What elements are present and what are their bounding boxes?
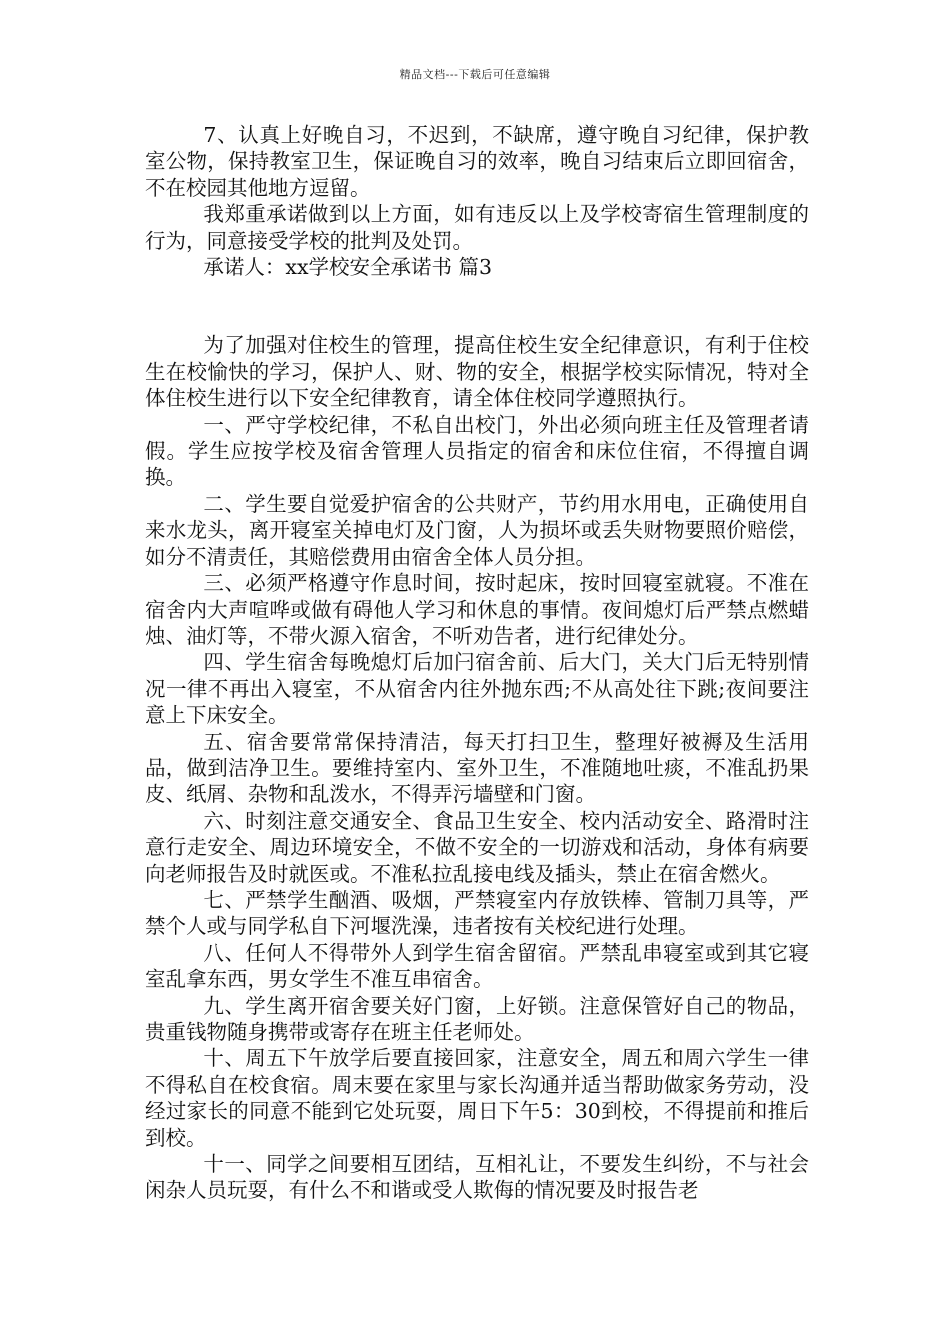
paragraph: 我郑重承诺做到以上方面，如有违反以上及学校寄宿生管理制度的行为，同意接受学校的批判及处罚。 (145, 202, 809, 253)
paragraph: 八、任何人不得带外人到学生宿舍留宿。严禁乱串寝室或到其它寝室乱拿东西，男女学生不准互串宿舍。 (145, 940, 809, 992)
paragraph: 七、严禁学生酗酒、吸烟，严禁寝室内存放铁棒、管制刀具等，严禁个人或与同学私自下河堰洗澡，违者按有关校纪进行处理。 (145, 887, 809, 939)
paragraph: 十、周五下午放学后要直接回家，注意安全，周五和周六学生一律不得私自在校食宿。周末要在家里与家长沟通并适当帮助做家务劳动，没经过家长的同意不能到它处玩耍，周日下午5：30到校，不得提前和推后到校。 (145, 1046, 809, 1150)
paragraph: 二、学生要自觉爱护宿舍的公共财产，节约用水用电，正确使用自来水龙头，离开寝室关掉电灯及门窗，人为损坏或丢失财物要照价赔偿，如分不清责任，其赔偿费用由宿舍全体人员分担。 (145, 491, 809, 569)
paragraph: 四、学生宿舍每晚熄灯后加闩宿舍前、后大门，关大门后无特别情况一律不再出入寝室，不从宿舍内往外抛东西;不从高处往下跳;夜间要注意上下床安全。 (145, 650, 809, 728)
paragraph: 五、宿舍要常常保持清洁，每天打扫卫生，整理好被褥及生活用品，做到洁净卫生。要维持室内、室外卫生，不准随地吐痰，不准乱扔果皮、纸屑、杂物和乱泼水，不得弄污墙壁和门窗。 (145, 729, 809, 807)
paragraph: 三、必须严格遵守作息时间，按时起床，按时回寝室就寝。不准在宿舍内大声喧哗或做有碍他人学习和休息的事情。夜间熄灯后严禁点燃蜡烛、油灯等，不带火源入宿舍，不听劝告者，进行纪律处分。 (145, 571, 809, 648)
document-body (145, 122, 809, 1204)
signature-line: 承诺人：xx学校安全承诺书 篇3 (203, 255, 493, 280)
paragraph: 九、学生离开宿舍要关好门窗，上好锁。注意保管好自己的物品，贵重钱物随身携带或寄存在班主任老师处。 (145, 993, 809, 1044)
paragraph: 六、时刻注意交通安全、食品卫生安全、校内活动安全、路滑时注意行走安全、周边环境安全，不做不安全的一切游戏和活动，身体有病要向老师报告及时就医或。不准私拉乱接电线及插头，禁止在宿舍燃火。 (145, 808, 809, 886)
page-header: 精品文档---下载后可任意编辑 (399, 68, 551, 81)
paragraph: 为了加强对住校生的管理，提高住校生安全纪律意识，有利于住校生在校愉快的学习，保护人、财、物的安全，根据学校实际情况，特对全体住校生进行以下安全纪律教育，请全体住校同学遵照执行。 (145, 333, 809, 411)
paragraph: 一、严守学校纪律，不私自出校门，外出必须向班主任及管理者请假。学生应按学校及宿舍管理人员指定的宿舍和床位住宿，不得擅自调换。 (145, 412, 809, 490)
paragraph: 十一、同学之间要相互团结，互相礼让，不要发生纠纷，不与社会闲杂人员玩耍，有什么不和谐或受人欺侮的情况要及时报告老 (145, 1152, 809, 1203)
paragraph: 7、认真上好晚自习，不迟到，不缺席，遵守晚自习纪律，保护教室公物，保持教室卫生，保证晚自习的效率，晚自习结束后立即回宿舍，不在校园其他地方逗留。 (145, 123, 809, 200)
